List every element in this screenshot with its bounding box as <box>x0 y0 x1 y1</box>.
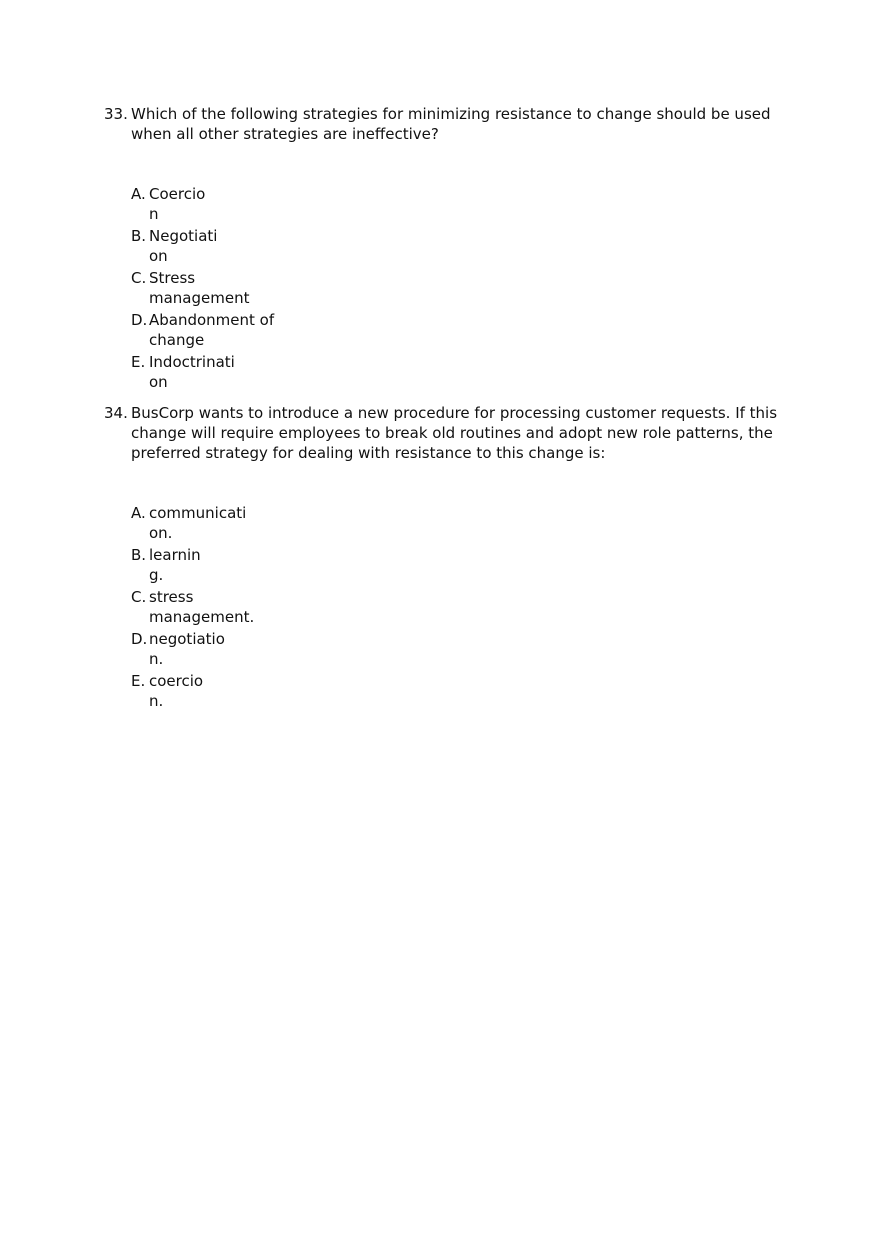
option-letter: E. <box>131 672 146 690</box>
option-c <box>131 587 784 627</box>
question-stem <box>104 104 784 144</box>
option-e <box>131 671 784 711</box>
question-33 <box>104 104 784 394</box>
question-34 <box>104 403 784 713</box>
question-text: BusCorp wants to introduce a new procedure for processing customer requests. If this change will require employees to break old routines and adopt new role patterns, the preferred strategy for dealing with resistance to this change is: <box>131 404 778 462</box>
option-b <box>131 226 784 266</box>
option-letter: D. <box>131 630 148 648</box>
option-letter: B. <box>131 546 147 564</box>
option-c <box>131 268 784 308</box>
option-text: Stress management <box>149 269 250 307</box>
question-stem <box>104 403 784 463</box>
option-b <box>131 545 784 585</box>
question-text: Which of the following strategies for minimizing resistance to change should be used when all other strategies are ineffective? <box>131 105 771 143</box>
option-d <box>131 629 784 669</box>
option-letter: C. <box>131 588 147 606</box>
option-text: coercion. <box>149 672 204 710</box>
option-text: learning. <box>149 546 201 584</box>
question-number: 34. <box>104 404 128 422</box>
option-text: communication. <box>149 504 247 542</box>
option-letter: A. <box>131 504 146 522</box>
option-letter: E. <box>131 353 146 371</box>
option-text: stress management. <box>149 588 255 626</box>
option-letter: D. <box>131 311 148 329</box>
option-text: Indoctrination <box>149 353 235 391</box>
option-text: Coercion <box>149 185 206 223</box>
option-letter: C. <box>131 269 147 287</box>
option-e <box>131 352 784 392</box>
option-letter: B. <box>131 227 147 245</box>
option-text: negotiation. <box>149 630 225 668</box>
option-a <box>131 184 784 224</box>
answer-options <box>131 184 784 392</box>
answer-options <box>131 503 784 711</box>
option-letter: A. <box>131 185 146 203</box>
option-a <box>131 503 784 543</box>
option-d <box>131 310 784 350</box>
option-text: Negotiation <box>149 227 218 265</box>
option-text: Abandonment of change <box>149 311 275 349</box>
question-number: 33. <box>104 105 128 123</box>
